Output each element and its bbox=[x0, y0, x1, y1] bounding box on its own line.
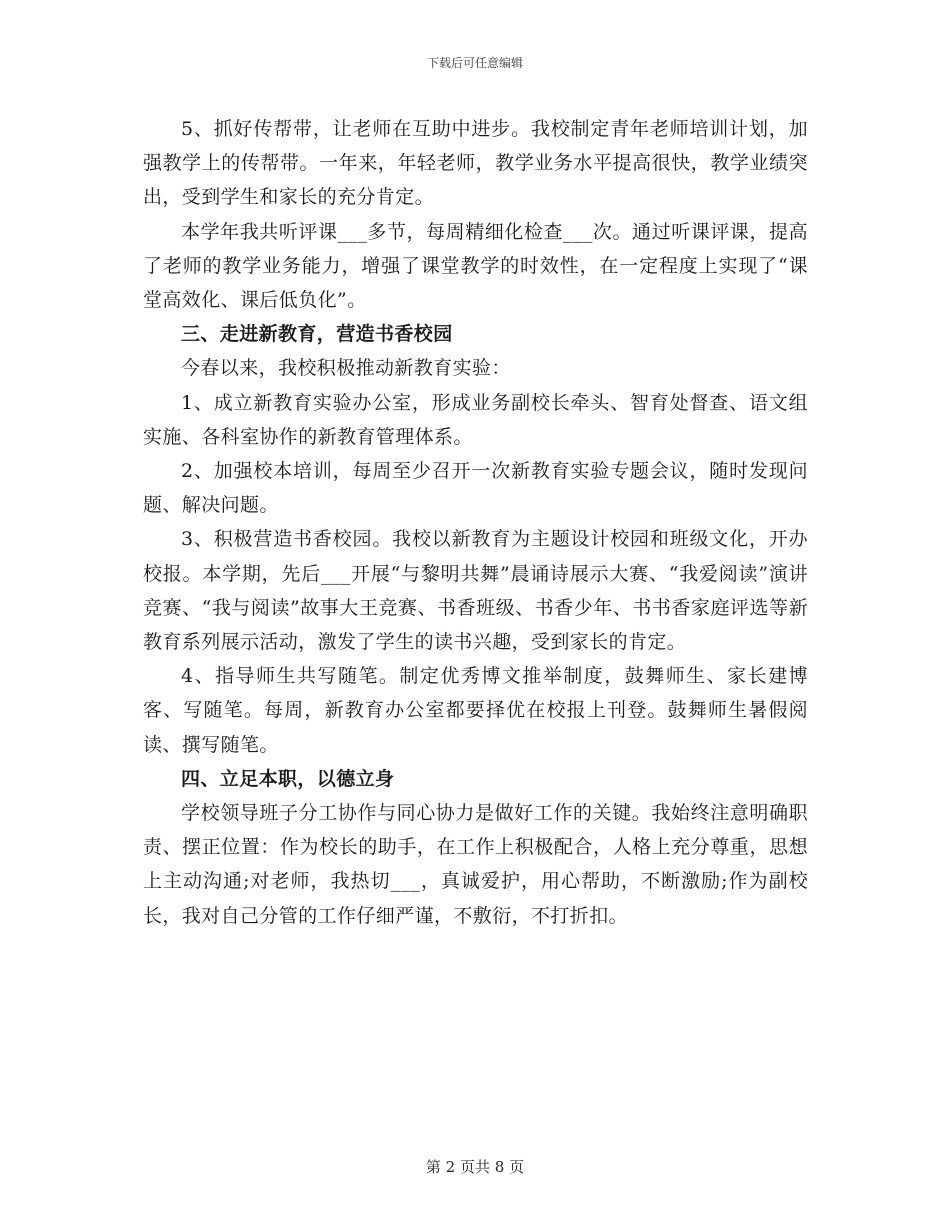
paragraph-writing-essays: 4、指导师生共写随笔。制定优秀博文推举制度，鼓舞师生、家长建博客、写随笔。每周，新教育办公室都要择优在校报上刊登。鼓舞师生暑假阅读、撰写随笔。 bbox=[143, 665, 808, 756]
page-number-footer: 第 2 页共 8 页 bbox=[425, 1158, 525, 1176]
paragraph-office-setup: 1、成立新教育实验办公室，形成业务副校长牵头、智育处督查、语文组实施、各科室协作的新教育管理体系。 bbox=[143, 391, 808, 448]
paragraph-leadership-teamwork: 学校领导班子分工协作与同心协力是做好工作的关键。我始终注意明确职责、摆正位置：作为校长的助手，在工作上积极配合，人格上充分尊重，思想上主动沟通;对老师，我热切___，真诚爱护，用心帮助，不断激励;作为副校长，我对自己分管的工作仔细严谨，不敷衍，不打折扣。 bbox=[143, 802, 808, 927]
document-body bbox=[143, 112, 808, 933]
paragraph-mentoring: 5、抓好传帮带，让老师在互助中进步。我校制定青年老师培训计划，加强教学上的传帮带。一年来，年轻老师，教学业务水平提高很快，教学业绩突出，受到学生和家长的充分肯定。 bbox=[143, 118, 808, 209]
paragraph-school-training: 2、加强校本培训，每周至少召开一次新教育实验专题会议，随时发现问题、解决问题。 bbox=[143, 460, 808, 517]
paragraph-lesson-review: 本学年我共听评课___多节，每周精细化检查___次。通过听课评课，提高了老师的教学业务能力，增强了课堂教学的时效性，在一定程度上实现了“课堂高效化、课后低负化”。 bbox=[143, 220, 808, 312]
page-header: 下载后可任意编辑 bbox=[426, 56, 523, 70]
section-heading-morality: 四、立足本职，以德立身 bbox=[181, 767, 395, 790]
section-heading-new-education: 三、走进新教育，营造书香校园 bbox=[181, 323, 453, 346]
paragraph-new-education-intro: 今春以来，我校积极推动新教育实验： bbox=[181, 357, 511, 380]
paragraph-reading-campus: 3、积极营造书香校园。我校以新教育为主题设计校园和班级文化，开办校报。本学期，先后___开展“与黎明共舞”晨诵诗展示大赛、“我爱阅读”演讲竞赛、“我与阅读”故事大王竞赛、书香班级、书香少年、书书香家庭评选等新教育系列展示活动，激发了学生的读书兴趣，受到家长的肯定。 bbox=[143, 528, 808, 654]
